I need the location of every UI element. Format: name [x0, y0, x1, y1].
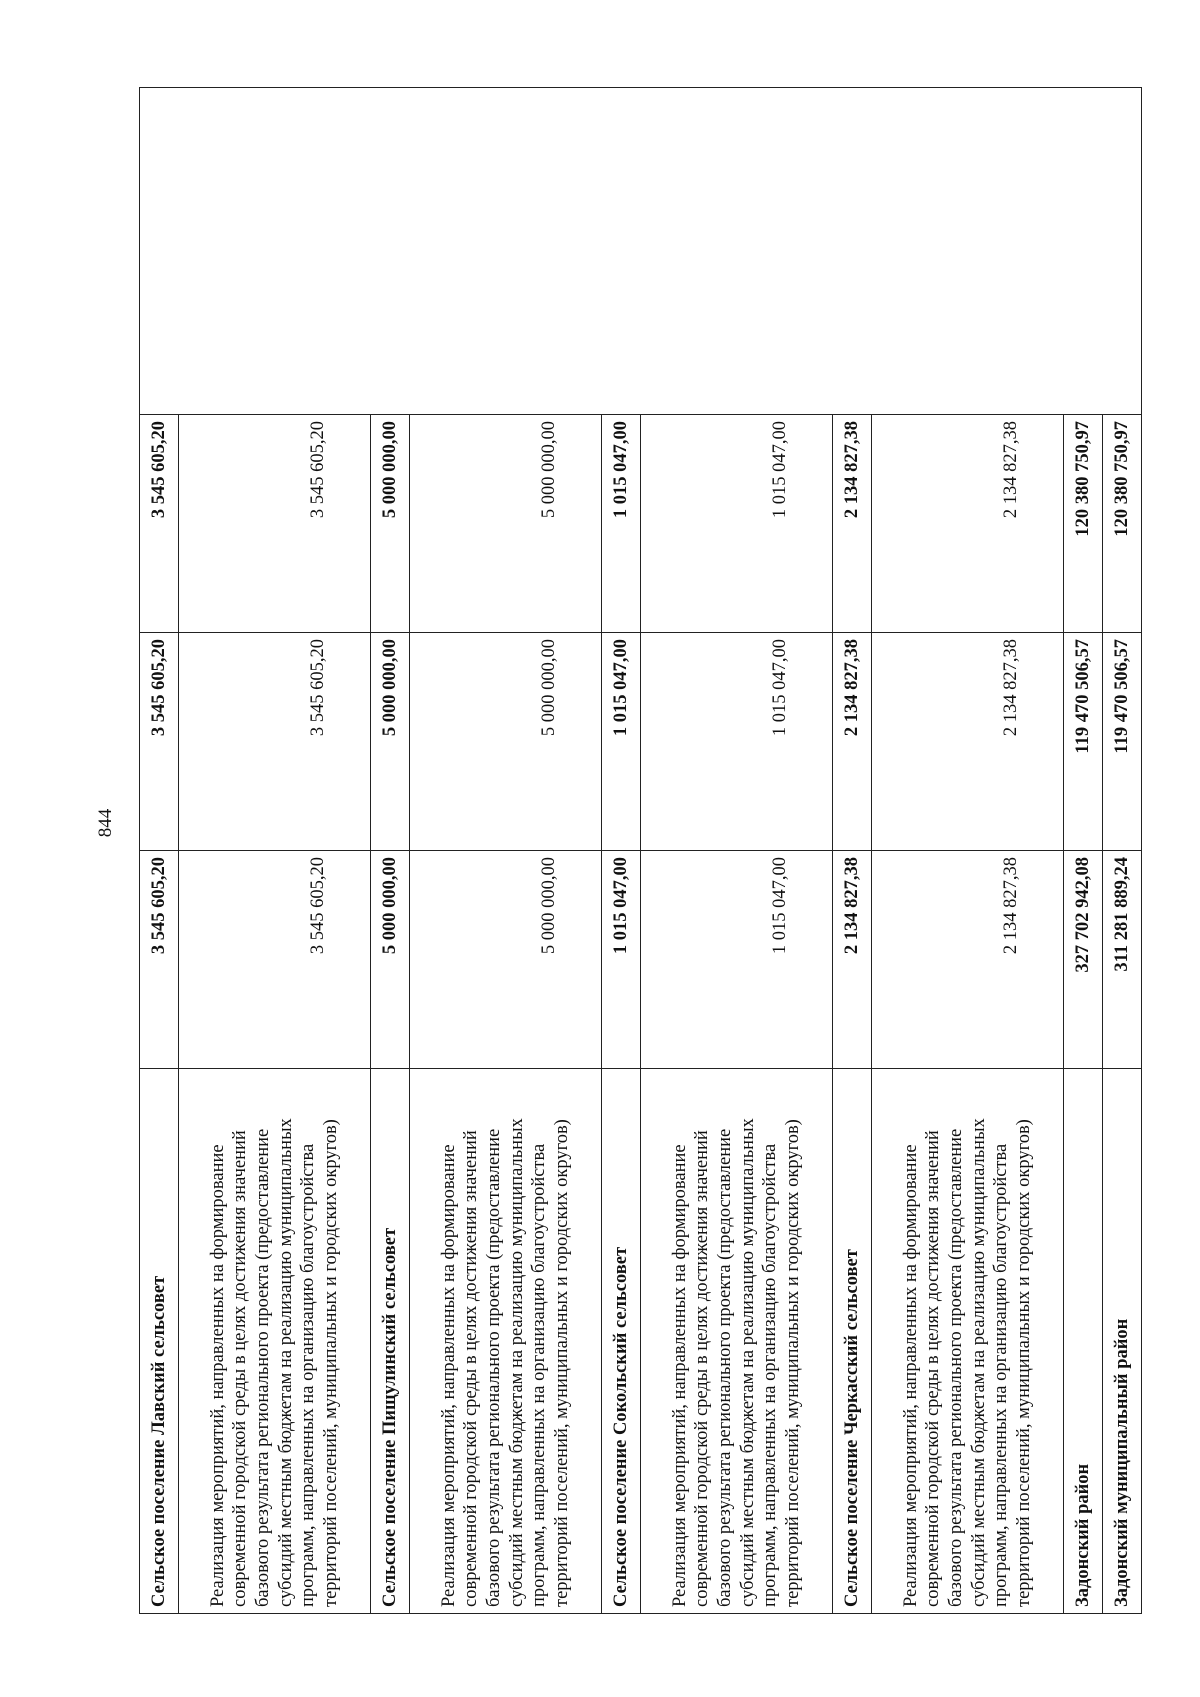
amount-1: 311 281 889,24: [1103, 851, 1142, 1069]
district-total-name: Задонский муниципальный район: [1103, 1069, 1142, 1614]
amount-3: 120 380 750,97: [1064, 415, 1103, 633]
amount-2: 2 134 827,38: [872, 633, 1064, 851]
amount-3: 5 000 000,00: [410, 415, 602, 633]
amount-1: 1 015 047,00: [602, 851, 641, 1069]
amount-2: 5 000 000,00: [371, 633, 410, 851]
amount-3: 1 015 047,00: [602, 415, 641, 633]
amount-2: 5 000 000,00: [410, 633, 602, 851]
rotated-table-wrapper: [139, 88, 1132, 1614]
amount-3: 120 380 750,97: [1103, 415, 1142, 633]
amount-2: 1 015 047,00: [641, 633, 833, 851]
amount-1: 1 015 047,00: [641, 851, 833, 1069]
measure-description: Реализация мероприятий, направленных на формирование современной городской среды в целях достижения значений базового результата регионального проекта (предоставление субсидий местным бюджетам на реализацию муниципальных программ, направленных на организацию благоустройства территорий поселений, муниципальных и городских округов): [872, 1069, 1064, 1614]
amount-1: 5 000 000,00: [410, 851, 602, 1069]
page-number: 844: [95, 808, 116, 838]
amount-1: 327 702 942,08: [1064, 851, 1103, 1069]
settlement-name: Сельское поселение Черкасский сельсовет: [833, 1069, 872, 1614]
amount-3: 1 015 047,00: [641, 415, 833, 633]
amount-2: 2 134 827,38: [833, 633, 872, 851]
amount-3: 3 545 605,20: [179, 415, 371, 633]
amount-3: 2 134 827,38: [872, 415, 1064, 633]
empty-column: [140, 88, 1142, 415]
amount-1: 2 134 827,38: [872, 851, 1064, 1069]
budget-table: [139, 87, 1142, 1614]
amount-2: 3 545 605,20: [179, 633, 371, 851]
settlement-name: Сельское поселение Пищулинский сельсовет: [371, 1069, 410, 1614]
district-total-name: Задонский район: [1064, 1069, 1103, 1614]
measure-description: Реализация мероприятий, направленных на формирование современной городской среды в целях достижения значений базового результата регионального проекта (предоставление субсидий местным бюджетам на реализацию муниципальных программ, направленных на организацию благоустройства территорий поселений, муниципальных и городских округов): [641, 1069, 833, 1614]
amount-1: 2 134 827,38: [833, 851, 872, 1069]
amount-3: 5 000 000,00: [371, 415, 410, 633]
amount-3: 3 545 605,20: [140, 415, 179, 633]
amount-2: 1 015 047,00: [602, 633, 641, 851]
measure-description: Реализация мероприятий, направленных на формирование современной городской среды в целях достижения значений базового результата регионального проекта (предоставление субсидий местным бюджетам на реализацию муниципальных программ, направленных на организацию благоустройства территорий поселений, муниципальных и городских округов): [179, 1069, 371, 1614]
amount-1: 5 000 000,00: [371, 851, 410, 1069]
amount-1: 3 545 605,20: [140, 851, 179, 1069]
settlement-name: Сельское поселение Лавский сельсовет: [140, 1069, 179, 1614]
table-row: [140, 88, 179, 1614]
amount-2: 119 470 506,57: [1103, 633, 1142, 851]
amount-2: 119 470 506,57: [1064, 633, 1103, 851]
measure-description: Реализация мероприятий, направленных на формирование современной городской среды в целях достижения значений базового результата регионального проекта (предоставление субсидий местным бюджетам на реализацию муниципальных программ, направленных на организацию благоустройства территорий поселений, муниципальных и городских округов): [410, 1069, 602, 1614]
amount-3: 2 134 827,38: [833, 415, 872, 633]
amount-1: 3 545 605,20: [179, 851, 371, 1069]
settlement-name: Сельское поселение Сокольский сельсовет: [602, 1069, 641, 1614]
amount-2: 3 545 605,20: [140, 633, 179, 851]
